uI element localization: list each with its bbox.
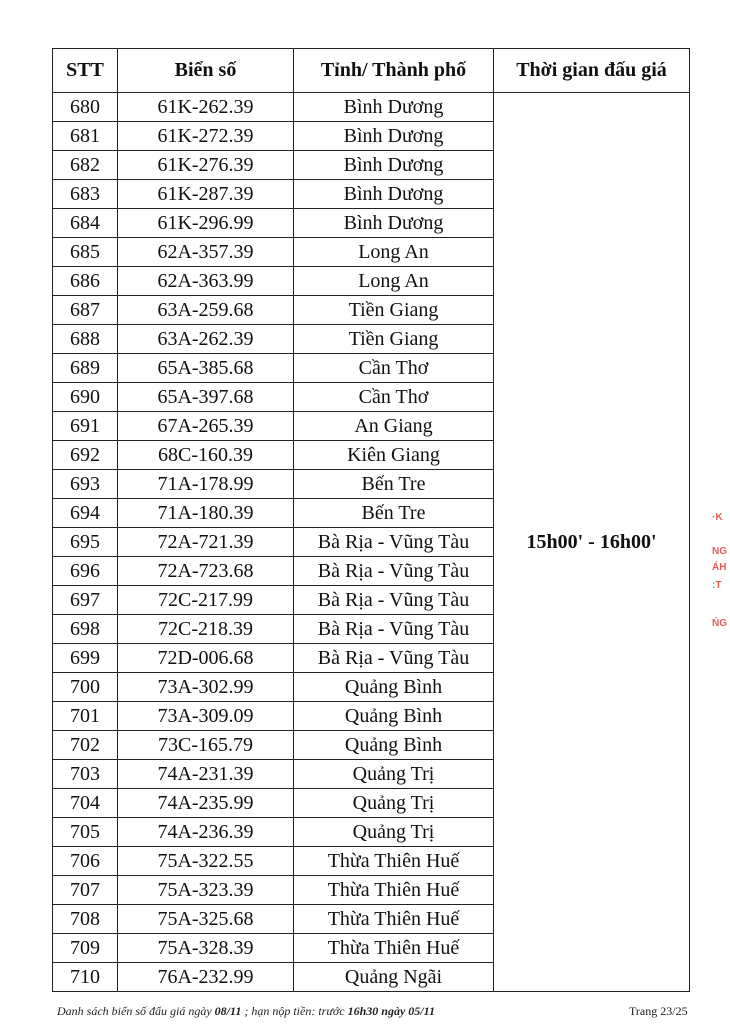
cell-plate: 75A-325.68 (118, 905, 294, 934)
footer-prefix: Danh sách biển số đấu giá ngày (57, 1004, 215, 1018)
cell-plate: 71A-178.99 (118, 470, 294, 499)
header-plate: Biển số (118, 49, 294, 93)
cell-plate: 61K-272.39 (118, 122, 294, 151)
stamp-fragment: ːT (712, 580, 722, 591)
cell-plate: 75A-323.39 (118, 876, 294, 905)
cell-province: Cần Thơ (294, 354, 494, 383)
table-body (53, 93, 690, 992)
cell-stt: 696 (53, 557, 118, 586)
cell-province: Thừa Thiên Huế (294, 847, 494, 876)
stamp-fragment: NG (712, 546, 727, 557)
cell-stt: 688 (53, 325, 118, 354)
cell-plate: 67A-265.39 (118, 412, 294, 441)
cell-province: Bình Dương (294, 93, 494, 122)
cell-province: Tiền Giang (294, 296, 494, 325)
header-auction-time: Thời gian đấu giá (494, 49, 690, 93)
cell-plate: 74A-236.39 (118, 818, 294, 847)
cell-province: Bình Dương (294, 122, 494, 151)
footer-auction-date: 08/11 (214, 1004, 242, 1018)
cell-auction-time: 15h00' - 16h00' (494, 93, 690, 992)
footer-deadline: 16h30 ngày 05/11 (347, 1004, 435, 1018)
cell-stt: 682 (53, 151, 118, 180)
cell-stt: 691 (53, 412, 118, 441)
stamp-fragment: ÁH (712, 562, 727, 573)
cell-plate: 63A-259.68 (118, 296, 294, 325)
cell-stt: 689 (53, 354, 118, 383)
cell-plate: 72C-217.99 (118, 586, 294, 615)
cell-plate: 73C-165.79 (118, 731, 294, 760)
cell-province: Quảng Bình (294, 702, 494, 731)
cell-province: Bình Dương (294, 180, 494, 209)
cell-plate: 68C-160.39 (118, 441, 294, 470)
cell-stt: 695 (53, 528, 118, 557)
plate-auction-table (52, 48, 690, 992)
cell-province: Bình Dương (294, 151, 494, 180)
cell-stt: 686 (53, 267, 118, 296)
cell-stt: 707 (53, 876, 118, 905)
cell-plate: 62A-357.39 (118, 238, 294, 267)
cell-stt: 694 (53, 499, 118, 528)
cell-plate: 71A-180.39 (118, 499, 294, 528)
footer-note (57, 1004, 435, 1019)
cell-province: Bà Rịa - Vũng Tàu (294, 644, 494, 673)
cell-province: Quảng Trị (294, 760, 494, 789)
cell-province: Quảng Trị (294, 789, 494, 818)
cell-stt: 683 (53, 180, 118, 209)
cell-plate: 73A-309.09 (118, 702, 294, 731)
cell-province: Thừa Thiên Huế (294, 876, 494, 905)
cell-plate: 61K-262.39 (118, 93, 294, 122)
cell-stt: 701 (53, 702, 118, 731)
cell-stt: 693 (53, 470, 118, 499)
cell-province: Quảng Bình (294, 673, 494, 702)
cell-stt: 700 (53, 673, 118, 702)
cell-plate: 62A-363.99 (118, 267, 294, 296)
cell-stt: 697 (53, 586, 118, 615)
page-number: Trang 23/25 (629, 1004, 688, 1018)
cell-province: Quảng Trị (294, 818, 494, 847)
cell-stt: 706 (53, 847, 118, 876)
cell-stt: 705 (53, 818, 118, 847)
cell-province: Kiên Giang (294, 441, 494, 470)
cell-province: Tiền Giang (294, 325, 494, 354)
cell-province: Thừa Thiên Huế (294, 934, 494, 963)
cell-stt: 709 (53, 934, 118, 963)
cell-stt: 680 (53, 93, 118, 122)
cell-stt: 703 (53, 760, 118, 789)
cell-province: Long An (294, 238, 494, 267)
cell-province: Bến Tre (294, 499, 494, 528)
cell-province: Bến Tre (294, 470, 494, 499)
cell-plate: 61K-296.99 (118, 209, 294, 238)
cell-province: Thừa Thiên Huế (294, 905, 494, 934)
stamp-fragment: ·K (712, 512, 723, 523)
cell-plate: 61K-276.39 (118, 151, 294, 180)
cell-stt: 687 (53, 296, 118, 325)
cell-plate: 76A-232.99 (118, 963, 294, 992)
cell-stt: 704 (53, 789, 118, 818)
footer-middle: ; hạn nộp tiền: trước (241, 1004, 348, 1018)
header-stt: STT (53, 49, 118, 93)
cell-province: Quảng Bình (294, 731, 494, 760)
cell-stt: 702 (53, 731, 118, 760)
cell-stt: 681 (53, 122, 118, 151)
cell-stt: 710 (53, 963, 118, 992)
cell-province: Bình Dương (294, 209, 494, 238)
cell-stt: 699 (53, 644, 118, 673)
cell-province: Bà Rịa - Vũng Tàu (294, 586, 494, 615)
cell-stt: 685 (53, 238, 118, 267)
cell-plate: 72C-218.39 (118, 615, 294, 644)
cell-plate: 65A-385.68 (118, 354, 294, 383)
cell-stt: 698 (53, 615, 118, 644)
cell-province: Cần Thơ (294, 383, 494, 412)
cell-plate: 63A-262.39 (118, 325, 294, 354)
cell-plate: 72D-006.68 (118, 644, 294, 673)
cell-stt: 684 (53, 209, 118, 238)
cell-province: Bà Rịa - Vũng Tàu (294, 615, 494, 644)
cell-stt: 692 (53, 441, 118, 470)
cell-plate: 72A-723.68 (118, 557, 294, 586)
cell-stt: 690 (53, 383, 118, 412)
cell-province: Bà Rịa - Vũng Tàu (294, 557, 494, 586)
cell-plate: 75A-328.39 (118, 934, 294, 963)
cell-plate: 73A-302.99 (118, 673, 294, 702)
table-header-row (53, 49, 690, 93)
cell-plate: 75A-322.55 (118, 847, 294, 876)
cell-plate: 65A-397.68 (118, 383, 294, 412)
cell-province: Bà Rịa - Vũng Tàu (294, 528, 494, 557)
header-province: Tỉnh/ Thành phố (294, 49, 494, 93)
cell-plate: 74A-235.99 (118, 789, 294, 818)
cell-province: Quảng Ngãi (294, 963, 494, 992)
cell-province: Long An (294, 267, 494, 296)
cell-plate: 74A-231.39 (118, 760, 294, 789)
cell-plate: 72A-721.39 (118, 528, 294, 557)
cell-province: An Giang (294, 412, 494, 441)
cell-plate: 61K-287.39 (118, 180, 294, 209)
cell-stt: 708 (53, 905, 118, 934)
table-row (53, 93, 690, 122)
stamp-fragment: ŃG (712, 618, 727, 629)
